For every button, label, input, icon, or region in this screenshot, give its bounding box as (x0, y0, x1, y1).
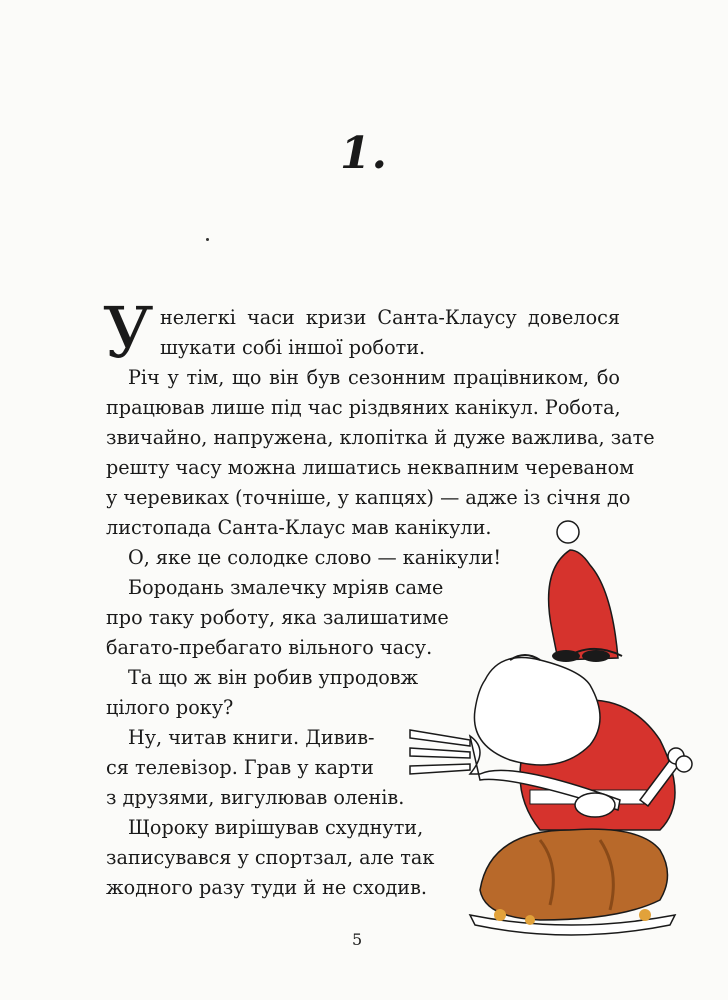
text-line: багато-пребагато вільного часу. (106, 636, 433, 659)
text-line: шукати собі іншої роботи. (160, 336, 426, 359)
text-line: працював лише під час різдвяних канікул. Робота, (106, 396, 621, 419)
text-line: ся телевізор. Грав у карти (106, 756, 374, 779)
text-line: жодного разу туди й не сходив. (106, 876, 427, 899)
ink-speck (206, 238, 209, 241)
text-line: нелегкі часи кризи Санта-Клаусу довелося (160, 306, 620, 329)
text-line: про таку роботу, яка залишатиме (106, 606, 449, 629)
text-line: цілого року? (106, 696, 234, 719)
text-line: Ну, читав книги. Дивив- (128, 726, 375, 749)
text-line: листопада Санта-Клаус мав канікули. (106, 516, 492, 539)
drop-cap: У (103, 292, 154, 374)
page-number: 5 (352, 930, 363, 949)
text-line: Річ у тім, що він був сезонним працівником, бо (128, 366, 620, 389)
text-line: Бородань змалечку мріяв саме (128, 576, 444, 599)
hat-pompom (557, 521, 579, 543)
text-line: О, яке це солодке слово — канікули! (128, 546, 502, 569)
text-line: у черевиках (точніше, у капцях) — адже із січня до (106, 486, 631, 509)
roast-turkey (480, 829, 668, 920)
text-line: Щороку вирішував схуднути, (128, 816, 424, 839)
santa-illustration (390, 510, 720, 950)
text-line: записувався у спортзал, але так (106, 846, 435, 869)
text-line: з друзями, вигулював оленів. (106, 786, 405, 809)
santa-beard (474, 658, 600, 766)
santa-hat (549, 550, 618, 660)
text-line: Та що ж він робив упродовж (128, 666, 419, 689)
text-line: звичайно, напружена, клопітка й дуже важлива, зате (106, 426, 655, 449)
chapter-number: 1. (340, 128, 388, 179)
text-line: решту часу можна лишатись неквапним череваном (106, 456, 635, 479)
